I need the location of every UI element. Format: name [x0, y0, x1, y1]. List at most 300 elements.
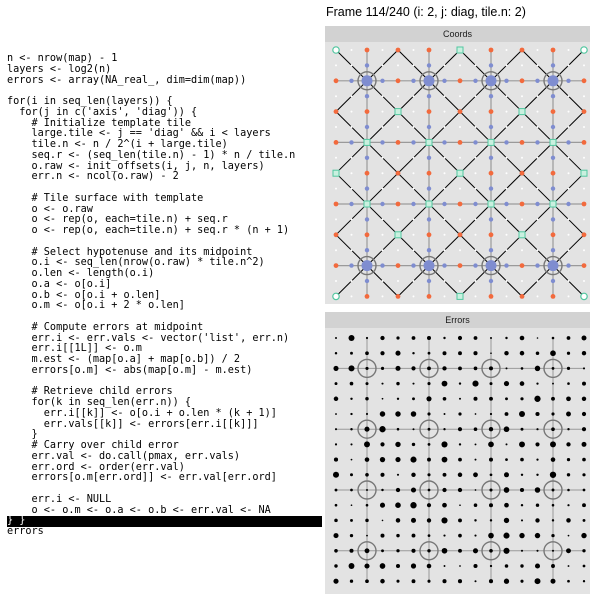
midpoint-marker [581, 170, 587, 176]
error-dot [567, 367, 570, 370]
error-dot [521, 367, 524, 370]
grid-point [506, 49, 508, 51]
orange-point [334, 109, 339, 114]
error-dot [441, 517, 447, 523]
code-line: o.m <- o[o.i + 2 * o.len] [7, 300, 185, 312]
center-point [424, 75, 435, 86]
error-dot [365, 397, 368, 400]
error-dot [458, 351, 462, 355]
error-dot [550, 441, 556, 447]
grid-point [521, 218, 523, 220]
grid-point [475, 49, 477, 51]
error-dot [366, 535, 368, 537]
corner-point [333, 293, 339, 299]
grid-point [583, 157, 585, 159]
grid-point [351, 95, 353, 97]
blue-point [365, 217, 369, 221]
error-dot [444, 565, 446, 567]
center-point [424, 260, 435, 271]
error-dot [551, 564, 555, 568]
blue-point [489, 125, 493, 129]
code-line: o <- rep(o, each=tile.n) + seq.r [7, 214, 228, 226]
grid-point [506, 95, 508, 97]
blue-point [551, 279, 555, 283]
error-dot [351, 504, 353, 506]
error-dot [349, 549, 353, 553]
grid-point [568, 126, 570, 128]
grid-point [382, 111, 384, 113]
orange-point [396, 171, 401, 176]
code-line: # Carry over child error [7, 440, 179, 451]
grid-point [506, 172, 508, 174]
coords-plot [325, 42, 590, 304]
error-dot [489, 458, 493, 462]
grid-point [444, 126, 446, 128]
code-line: o <- rep(o, each=tile.n) + seq.r * (n + 1) [7, 225, 290, 236]
grid-point [459, 249, 461, 251]
error-dot [503, 533, 509, 539]
error-dot [334, 549, 338, 553]
blue-point [349, 202, 353, 206]
error-dot [520, 458, 524, 462]
grid-point [583, 126, 585, 128]
grid-point [568, 157, 570, 159]
grid-point [397, 249, 399, 251]
grid-point [397, 188, 399, 190]
blue-point [427, 156, 431, 160]
center-point [362, 260, 373, 271]
error-dot [427, 458, 431, 462]
error-dot [349, 563, 355, 569]
grid-point [444, 64, 446, 66]
error-dot [582, 473, 585, 476]
error-dot [489, 427, 493, 431]
blue-point [442, 263, 446, 267]
error-dot [504, 487, 510, 493]
grid-point [335, 157, 337, 159]
blue-point [504, 140, 508, 144]
grid-point [537, 111, 539, 113]
grid-point [521, 188, 523, 190]
grid-point [475, 172, 477, 174]
orange-point [489, 48, 494, 53]
orange-point [551, 232, 556, 237]
error-dot [489, 579, 493, 583]
blue-point [551, 186, 555, 190]
error-dot [382, 398, 384, 400]
error-dot [489, 397, 493, 401]
orange-point [334, 232, 339, 237]
grid-point [537, 234, 539, 236]
blue-point [551, 156, 555, 160]
error-dot [396, 382, 399, 385]
orange-point [582, 109, 587, 114]
midpoint-marker [333, 170, 339, 176]
error-dot [459, 565, 461, 567]
error-dot [473, 564, 477, 568]
grid-point [444, 95, 446, 97]
error-dot [505, 564, 509, 568]
error-dot [582, 503, 586, 507]
blue-point [365, 125, 369, 129]
error-dot [427, 366, 431, 370]
error-dot [397, 474, 399, 476]
error-dot [552, 337, 555, 340]
grid-point [335, 280, 337, 282]
error-dot [428, 443, 431, 446]
error-dot [410, 502, 416, 508]
blue-point [489, 186, 493, 190]
blue-point [566, 202, 570, 206]
error-dot [380, 351, 384, 355]
error-dot [364, 427, 369, 432]
grid-point [397, 126, 399, 128]
blue-point [566, 263, 570, 267]
grid-point [521, 64, 523, 66]
orange-point [427, 232, 432, 237]
blue-point [504, 263, 508, 267]
error-dot [474, 336, 478, 340]
error-dot [380, 473, 384, 477]
error-dot [395, 457, 400, 462]
error-dot [443, 397, 447, 401]
error-dot [381, 383, 383, 385]
error-dot [505, 412, 509, 416]
error-dot [459, 398, 461, 400]
code-line: err.i[[k]] <- o[o.i + o.len * (k + 1)] [7, 407, 277, 419]
midpoint-marker [395, 232, 401, 238]
grid-point [506, 188, 508, 190]
blue-point [551, 217, 555, 221]
error-dot [552, 504, 555, 507]
grid-point [459, 126, 461, 128]
grid-point [537, 188, 539, 190]
midpoint-marker [550, 139, 556, 145]
blue-point [427, 125, 431, 129]
error-dot [504, 426, 510, 432]
grid-point [351, 157, 353, 159]
blue-point [380, 140, 384, 144]
errors-panel-title: Errors [325, 312, 590, 328]
error-dot [380, 563, 386, 569]
error-dot [427, 549, 430, 552]
orange-point [396, 78, 401, 83]
error-dot [506, 443, 508, 445]
error-dot [489, 549, 493, 553]
grid-point [583, 64, 585, 66]
error-dot [410, 457, 416, 463]
blue-point [427, 94, 431, 98]
code-line: n <- nrow(map) - 1 [7, 53, 118, 64]
code-line: errors [7, 526, 44, 537]
error-dot [350, 413, 352, 415]
error-dot [458, 488, 462, 492]
error-dot [427, 382, 430, 385]
grid-point [568, 64, 570, 66]
code-line: } } [7, 516, 322, 527]
error-dot [366, 337, 368, 339]
grid-point [444, 172, 446, 174]
error-dot [396, 518, 401, 523]
error-dot [412, 352, 414, 354]
error-dot [441, 441, 447, 447]
orange-point [396, 140, 401, 145]
grid-point [335, 126, 337, 128]
error-dot [504, 503, 509, 508]
grid-point [382, 188, 384, 190]
orange-point [396, 48, 401, 53]
error-dot [443, 351, 447, 355]
code-line: err.i[[1L]] <- o.m [7, 343, 142, 355]
midpoint-marker [426, 201, 432, 207]
error-dot [474, 580, 476, 582]
orange-point [582, 263, 587, 268]
grid-point [382, 95, 384, 97]
grid-point [568, 249, 570, 251]
error-dot [396, 564, 400, 568]
code-line: err.ord <- order(err.val) [7, 461, 185, 473]
orange-point [458, 232, 463, 237]
grid-point [537, 295, 539, 297]
grid-point [382, 172, 384, 174]
blue-point [442, 202, 446, 206]
error-dot [474, 427, 478, 431]
midpoint-marker [488, 201, 494, 207]
grid-point [537, 49, 539, 51]
error-dot [427, 580, 430, 583]
error-dot [534, 396, 540, 402]
error-dot [412, 383, 414, 385]
midpoint-marker [550, 201, 556, 207]
grid-point [413, 280, 415, 282]
blue-point [380, 79, 384, 83]
blue-point [489, 217, 493, 221]
grid-point [351, 49, 353, 51]
error-dot [520, 580, 523, 583]
error-dot [365, 473, 369, 477]
error-dot [350, 489, 353, 492]
grid-point [506, 157, 508, 159]
error-dot [350, 580, 353, 583]
grid-point [506, 218, 508, 220]
error-dot [567, 580, 570, 583]
blue-point [411, 79, 415, 83]
error-dot [442, 579, 446, 583]
error-dot [521, 550, 523, 552]
code-line: large.tile <- j == 'diag' && i < layers [7, 128, 271, 140]
error-dot [472, 381, 478, 387]
error-dot [380, 457, 385, 462]
error-dot [380, 442, 384, 446]
error-dot [443, 337, 445, 339]
error-dot [397, 428, 400, 431]
error-dot [458, 518, 462, 522]
error-dot [458, 534, 462, 538]
error-dot [536, 474, 538, 476]
error-dot [458, 336, 462, 340]
grid-point [506, 111, 508, 113]
error-dot [583, 367, 585, 369]
error-dot [490, 565, 492, 567]
orange-point [427, 294, 432, 299]
error-dot [550, 472, 556, 478]
grid-point [568, 172, 570, 174]
error-dot [535, 533, 540, 538]
orange-point [458, 263, 463, 268]
error-dot [442, 381, 448, 387]
grid-point [444, 234, 446, 236]
orange-point [520, 171, 525, 176]
grid-point [506, 295, 508, 297]
grid-point [397, 95, 399, 97]
error-dot [426, 396, 431, 401]
code-line: err.i <- err.vals <- vector('list', err.n) [7, 332, 290, 344]
code-line: m.est <- (map[o.a] + map[o.b]) / 2 [7, 354, 241, 365]
orange-point [551, 109, 556, 114]
code-line: # Retrieve child errors [7, 386, 173, 398]
error-dot [365, 548, 370, 553]
grid-point [475, 64, 477, 66]
blue-point [427, 186, 431, 190]
grid-point [521, 126, 523, 128]
grid-point [521, 95, 523, 97]
error-dot [474, 367, 478, 371]
orange-point [427, 171, 432, 176]
error-dot [458, 579, 462, 583]
error-dot [473, 472, 478, 477]
error-dot [535, 518, 539, 522]
error-dot [583, 565, 586, 568]
code-line: err.i <- NULL [7, 493, 112, 505]
error-dot [428, 489, 431, 492]
error-dot [381, 549, 384, 552]
error-dot [490, 352, 492, 354]
error-dot [536, 459, 538, 461]
blue-point [535, 140, 539, 144]
error-dot [335, 489, 338, 492]
grid-point [521, 249, 523, 251]
error-dot [412, 397, 415, 400]
grid-point [413, 64, 415, 66]
error-dot [350, 443, 352, 445]
code-line: # Initialize template tile [7, 117, 192, 129]
grid-point [537, 280, 539, 282]
error-dot [333, 472, 339, 478]
error-dot [427, 412, 430, 415]
error-dot [442, 548, 448, 554]
error-dot [521, 519, 523, 521]
error-dot [380, 336, 384, 340]
error-dot [568, 535, 570, 537]
error-dot [333, 579, 338, 584]
blue-point [504, 202, 508, 206]
coords-panel [325, 26, 590, 304]
grid-point [506, 64, 508, 66]
error-dot [350, 519, 353, 522]
blue-point [380, 202, 384, 206]
orange-point [489, 109, 494, 114]
grid-point [475, 295, 477, 297]
error-dot [458, 427, 462, 431]
blue-point [411, 202, 415, 206]
error-dot [566, 412, 571, 417]
blue-point [473, 263, 477, 267]
error-dot [350, 428, 352, 430]
error-dot [581, 533, 586, 538]
error-dot [475, 443, 477, 445]
grid-point [382, 157, 384, 159]
grid-point [413, 295, 415, 297]
error-dot [380, 411, 385, 416]
grid-point [537, 218, 539, 220]
error-dot [365, 351, 369, 355]
grid-point [413, 249, 415, 251]
error-dot [473, 548, 478, 553]
error-dot [459, 382, 461, 384]
blue-point [427, 63, 431, 67]
grid-point [506, 280, 508, 282]
error-dot [582, 549, 585, 552]
grid-point [475, 157, 477, 159]
orange-point [582, 232, 587, 237]
error-dot [504, 381, 509, 386]
error-dot [489, 503, 493, 507]
error-dot [582, 351, 586, 355]
error-dot [520, 564, 523, 567]
error-dot [364, 441, 370, 447]
error-dot [351, 459, 353, 461]
error-dot [582, 336, 587, 341]
blue-point [473, 140, 477, 144]
center-point [362, 75, 373, 86]
error-dot [582, 442, 587, 447]
midpoint-marker [457, 47, 463, 53]
blue-point [427, 217, 431, 221]
error-dot [490, 413, 492, 415]
error-dot [381, 367, 384, 370]
midpoint-marker [395, 109, 401, 115]
error-dot [567, 352, 570, 355]
error-dot [396, 336, 399, 339]
error-dot [490, 337, 492, 339]
midpoint-marker [364, 139, 370, 145]
grid-point [444, 111, 446, 113]
errors-panel [325, 312, 590, 594]
grid-point [568, 234, 570, 236]
error-dot [536, 503, 539, 506]
error-dot [458, 473, 462, 477]
error-dot [566, 442, 570, 446]
code-line: o <- o.raw [7, 203, 93, 215]
error-dot [364, 563, 369, 568]
orange-point [489, 294, 494, 299]
error-dot [489, 366, 493, 370]
error-dot [474, 397, 478, 401]
grid-point [459, 157, 461, 159]
error-dot [567, 382, 570, 385]
error-dot [411, 473, 415, 477]
code-line: err.val <- do.call(pmax, err.vals) [7, 450, 241, 462]
error-dot [582, 427, 586, 431]
blue-point [473, 202, 477, 206]
grid-point [382, 64, 384, 66]
error-dot [519, 441, 525, 447]
grid-point [413, 172, 415, 174]
error-dot [334, 564, 337, 567]
grid-point [351, 218, 353, 220]
error-dot [490, 382, 493, 385]
error-dot [427, 564, 432, 569]
